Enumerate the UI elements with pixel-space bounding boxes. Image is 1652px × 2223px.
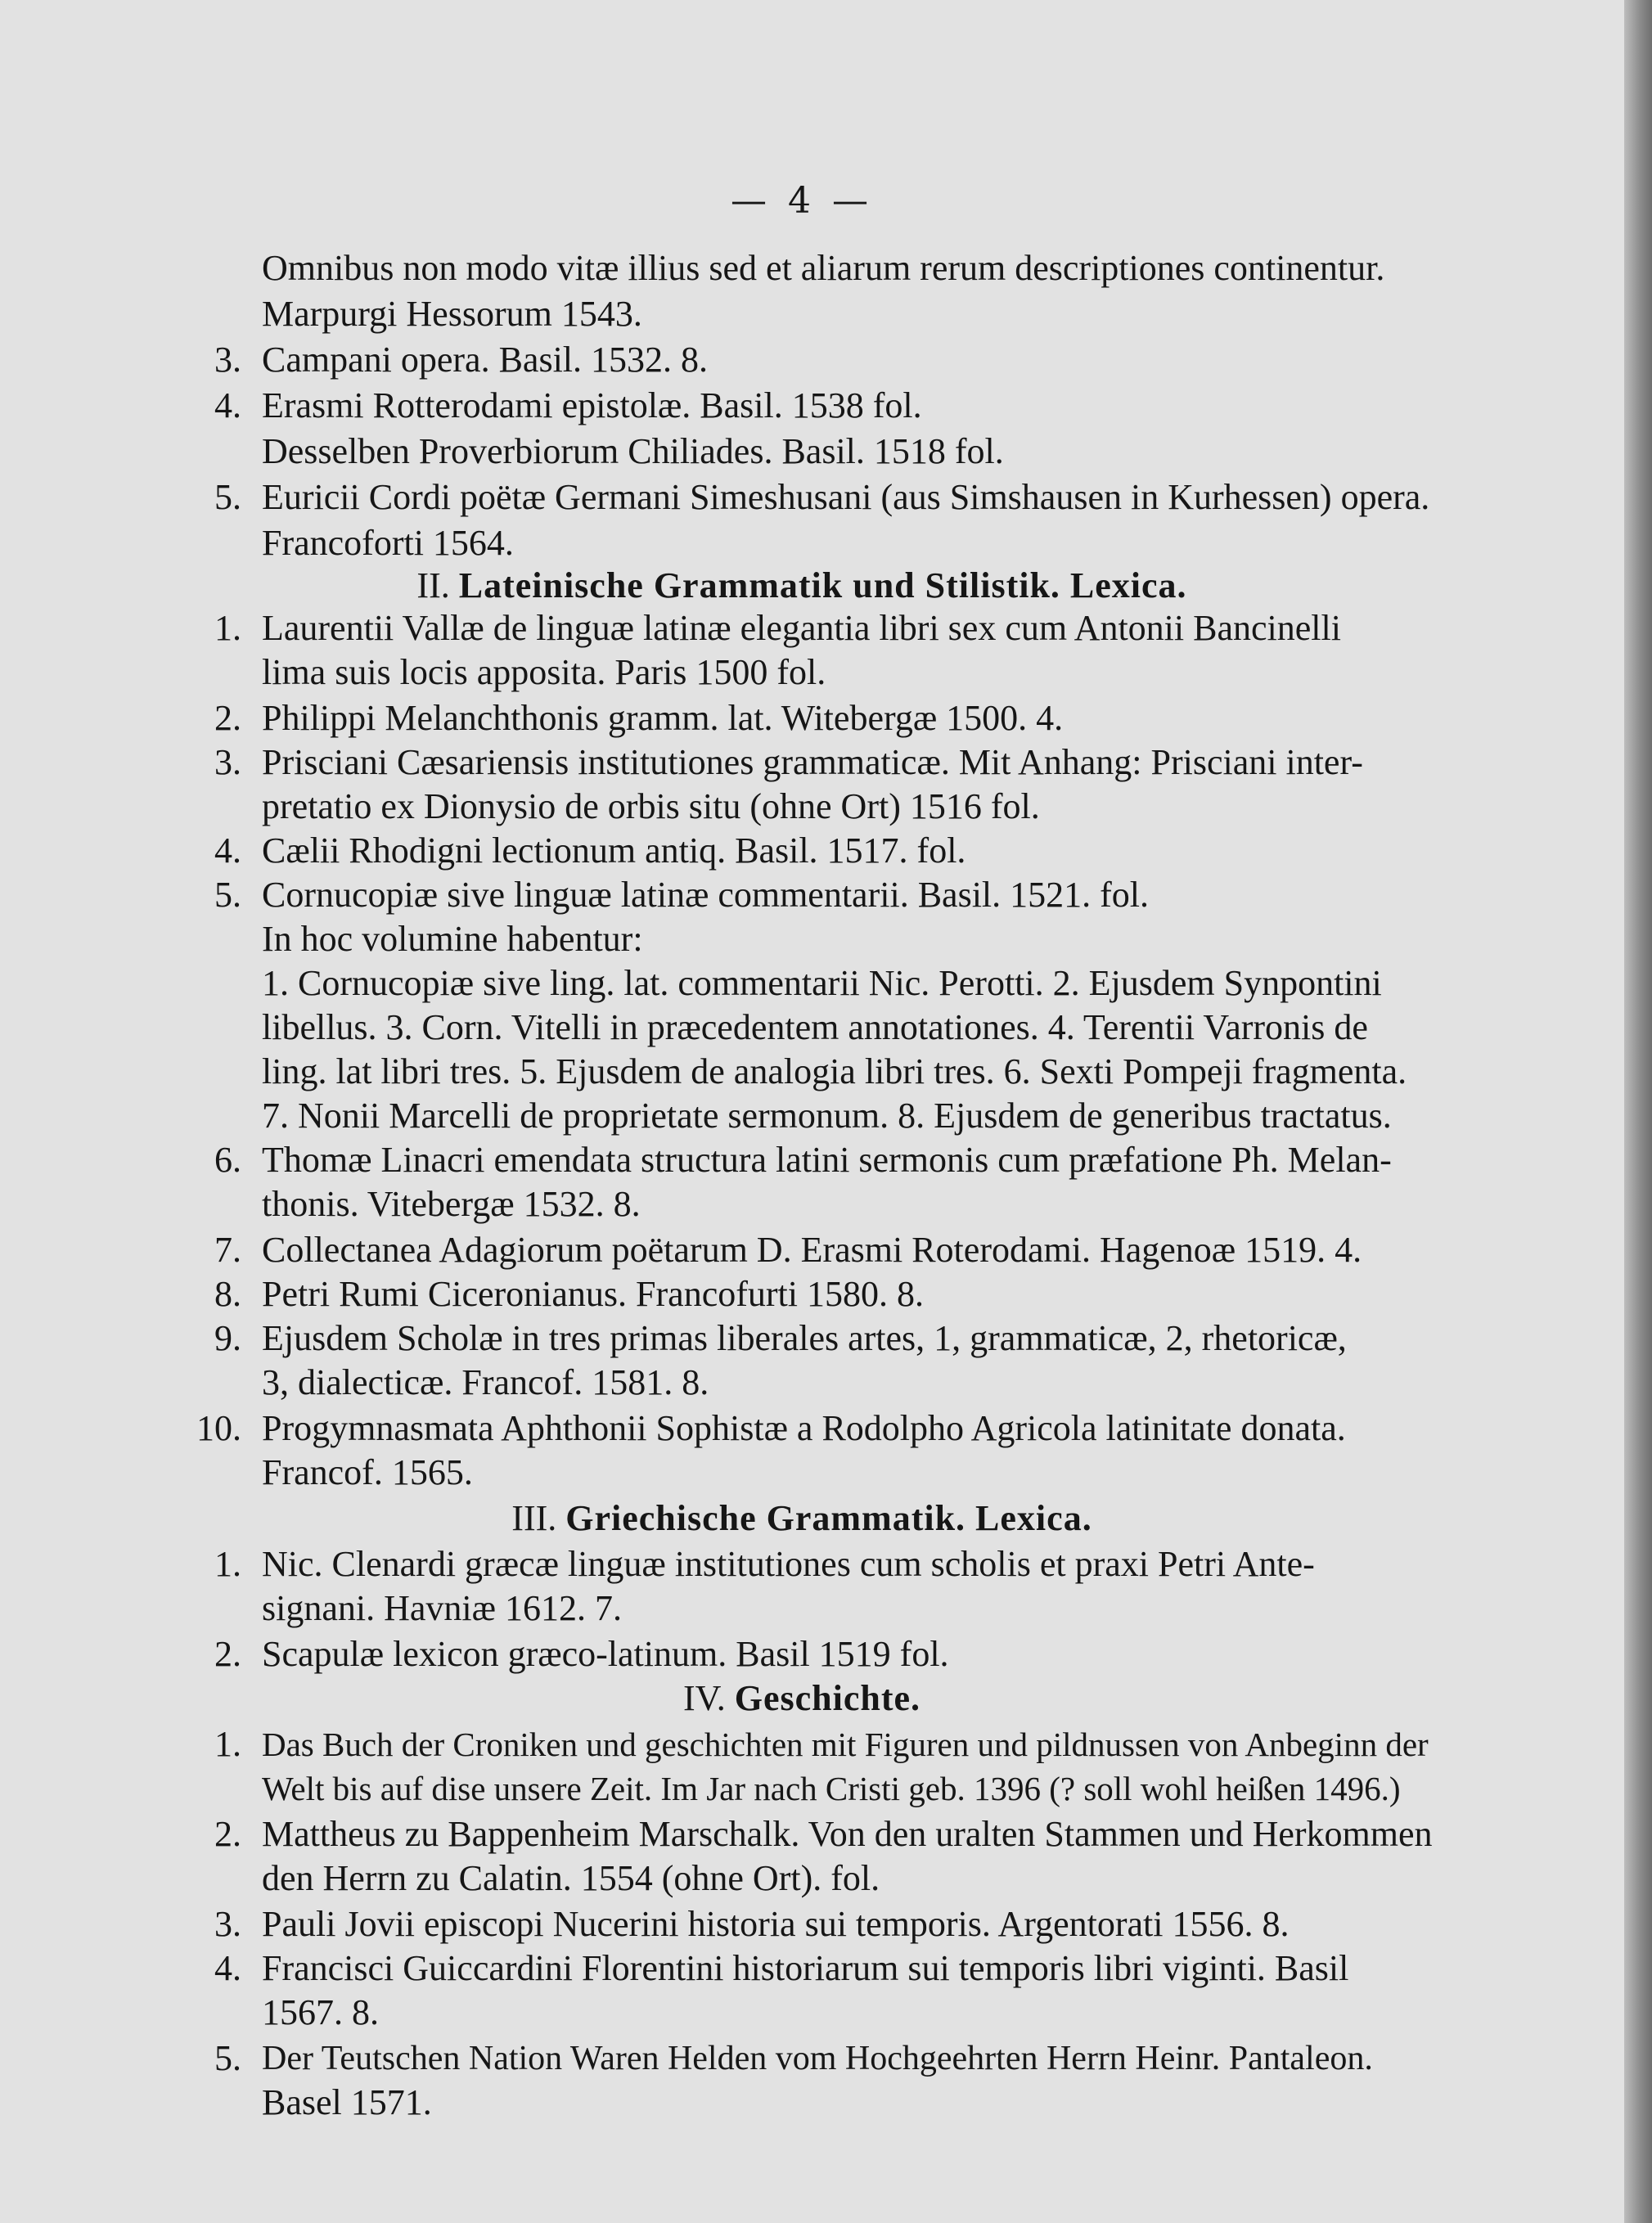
section-roman: III.: [511, 1498, 557, 1538]
list-item: Scapulæ lexicon græco-latinum. Basil 1519 fol.: [262, 1634, 949, 1674]
list-item-continued: 1567. 8.: [262, 1992, 379, 2032]
item-number: 7.: [214, 1230, 241, 1270]
page-number: — 4 —: [731, 180, 873, 222]
list-item: Nic. Clenardi græcæ linguæ institutiones cum scholis et praxi Petri Ante-: [262, 1544, 1315, 1584]
section-heading-3: [0, 1497, 1604, 1540]
item-number: 2.: [214, 1634, 241, 1674]
section-roman: IV.: [682, 1678, 726, 1718]
item-number: 4.: [214, 1948, 241, 1988]
list-item: Pauli Jovii episcopi Nucerini historia sui temporis. Argentorati 1556. 8.: [262, 1904, 1290, 1944]
item-number: 4.: [214, 385, 241, 425]
list-item: Collectanea Adagiorum poëtarum D. Erasmi Roterodami. Hagenoæ 1519. 4.: [262, 1230, 1362, 1270]
intro-line-1: Omnibus non modo vitæ illius sed et aliarum rerum descriptiones continentur.: [262, 248, 1385, 288]
list-item-continued: 1. Cornucopiæ sive ling. lat. commentarii Nic. Perotti. 2. Ejusdem Synpontini: [262, 963, 1382, 1003]
item-number: 3.: [214, 1904, 241, 1944]
item-number: 10.: [196, 1408, 241, 1448]
section-heading-4: [0, 1677, 1604, 1720]
list-item-continued: Francoforti 1564.: [262, 523, 514, 563]
list-item: Laurentii Vallæ de linguæ latinæ elegantia libri sex cum Antonii Bancinelli: [262, 608, 1341, 648]
list-item: Cornucopiæ sive linguæ latinæ commentarii. Basil. 1521. fol.: [262, 875, 1150, 915]
list-item: Francisci Guiccardini Florentini historiarum sui temporis libri viginti. Basil: [262, 1948, 1349, 1988]
item-number: 5.: [214, 2038, 241, 2078]
list-item-continued: Basel 1571.: [262, 2082, 432, 2122]
list-item: Prisciani Cæsariensis institutiones grammaticæ. Mit Anhang: Prisciani inter-: [262, 742, 1363, 782]
list-item-continued: 7. Nonii Marcelli de proprietate sermonum. 8. Ejusdem de generibus tractatus.: [262, 1096, 1392, 1136]
section-title: Lateinische Grammatik und Stilistik. Lexica.: [458, 565, 1187, 605]
list-item-continued: ling. lat libri tres. 5. Ejusdem de analogia libri tres. 6. Sexti Pompeji fragmenta.: [262, 1051, 1407, 1091]
list-item: Das Buch der Croniken und geschichten mit Figuren und pildnussen von Anbeginn der: [262, 1726, 1429, 1763]
item-number: 5.: [214, 477, 241, 517]
list-item: Philippi Melanchthonis gramm. lat. Witebergæ 1500. 4.: [262, 698, 1064, 738]
list-item-continued: lima suis locis apposita. Paris 1500 fol.: [262, 652, 826, 692]
list-item-continued: libellus. 3. Corn. Vitelli in præcedentem annotationes. 4. Terentii Varronis de: [262, 1007, 1368, 1047]
list-item: Progymnasmata Aphthonii Sophistæ a Rodolpho Agricola latinitate donata.: [262, 1408, 1346, 1448]
item-number: 3.: [214, 340, 241, 380]
item-number: 3.: [214, 742, 241, 782]
item-number: 5.: [214, 875, 241, 915]
item-number: 6.: [214, 1140, 241, 1180]
list-item-continued: pretatio ex Dionysio de orbis situ (ohne Ort) 1516 fol.: [262, 786, 1040, 826]
item-number: 1.: [214, 1724, 241, 1764]
item-number: 2.: [214, 698, 241, 738]
list-item-continued: In hoc volumine habentur:: [262, 919, 643, 959]
section-roman: II.: [416, 565, 450, 605]
item-number: 9.: [214, 1318, 241, 1358]
intro-line-2: Marpurgi Hessorum 1543.: [262, 294, 642, 334]
list-item-continued: thonis. Vitebergæ 1532. 8.: [262, 1184, 641, 1224]
list-item: Erasmi Rotterodami epistolæ. Basil. 1538 fol.: [262, 385, 922, 425]
list-item-continued: signani. Havniæ 1612. 7.: [262, 1588, 622, 1628]
list-item: Mattheus zu Bappenheim Marschalk. Von den uralten Stammen und Herkommen: [262, 1814, 1433, 1854]
list-item-continued: Francof. 1565.: [262, 1452, 473, 1492]
list-item-continued: den Herrn zu Calatin. 1554 (ohne Ort). fol.: [262, 1858, 880, 1898]
list-item-continued: 3, dialecticæ. Francof. 1581. 8.: [262, 1362, 709, 1402]
section-title: Griechische Grammatik. Lexica.: [565, 1498, 1092, 1538]
item-number: 1.: [214, 1544, 241, 1584]
section-title: Geschichte.: [734, 1678, 921, 1718]
item-number: 1.: [214, 608, 241, 648]
list-item: Ejusdem Scholæ in tres primas liberales artes, 1, grammaticæ, 2, rhetoricæ,: [262, 1318, 1347, 1358]
item-number: 4.: [214, 830, 241, 871]
list-item: Thomæ Linacri emendata structura latini sermonis cum præfatione Ph. Melan-: [262, 1140, 1392, 1180]
page-edge-shadow: [1624, 0, 1652, 2223]
item-number: 2.: [214, 1814, 241, 1854]
list-item: Euricii Cordi poëtæ Germani Simeshusani (aus Simshausen in Kurhessen) opera.: [262, 477, 1430, 517]
list-item: Der Teutschen Nation Waren Helden vom Hochgeehrten Herrn Heinr. Pantaleon.: [262, 2040, 1373, 2077]
list-item: Campani opera. Basil. 1532. 8.: [262, 340, 709, 380]
list-item-continued: Welt bis auf dise unsere Zeit. Im Jar nach Cristi geb. 1396 (? soll wohl heißen 1496.): [262, 1770, 1401, 1807]
item-number: 8.: [214, 1274, 241, 1314]
list-item-continued: Desselben Proverbiorum Chiliades. Basil. 1518 fol.: [262, 431, 1004, 471]
section-heading-2: [0, 565, 1604, 607]
list-item: Cælii Rhodigni lectionum antiq. Basil. 1517. fol.: [262, 830, 966, 871]
list-item: Petri Rumi Ciceronianus. Francofurti 1580. 8.: [262, 1274, 924, 1314]
